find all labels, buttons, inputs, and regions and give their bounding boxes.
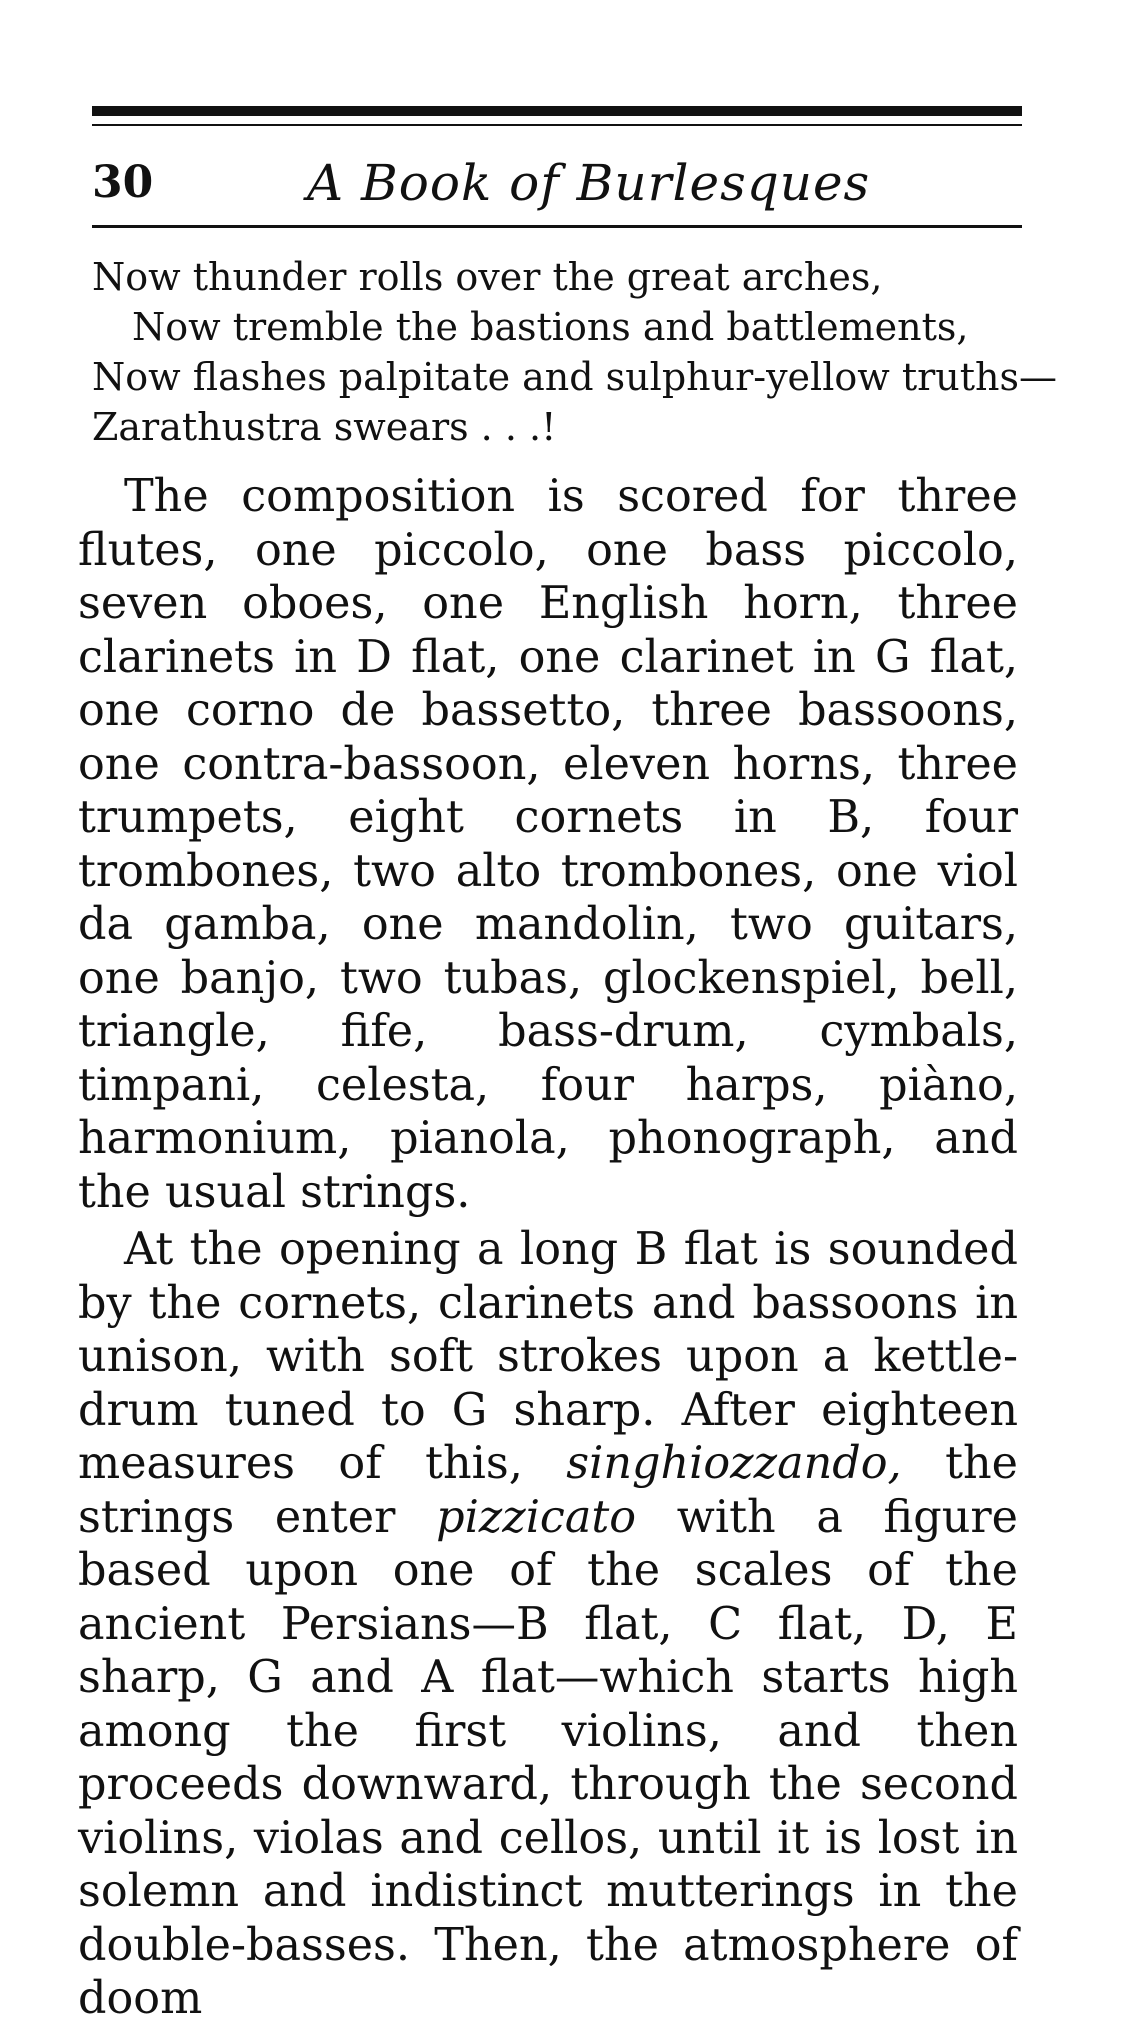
verse-line: Now thunder rolls over the great arches, (92, 255, 883, 299)
page-header (92, 150, 1022, 216)
verse-block (92, 252, 1057, 452)
paragraph-opening (78, 1223, 1018, 2026)
italic-term: pizzicato (436, 1491, 637, 1543)
top-rule-thick (92, 106, 1022, 116)
paragraph-text: the strings enter (78, 1438, 1018, 1543)
paragraph-text: At the opening a long B flat is sounded by the cornets, clarinets and bassoons in unison, with soft strokes upon a kettle-drum tuned to G sharp. After eighteen measures of this, (78, 1224, 1018, 1489)
italic-term: singhiozzando, (566, 1438, 902, 1489)
verse-line: Zarathustra swears . . .! (92, 405, 557, 449)
page-number: 30 (92, 157, 154, 208)
running-title: A Book of Burlesques (307, 154, 871, 212)
paragraph-text: with a figure based upon one of the scales of the ancient Persians—B flat, C flat, D, E sharp, G and A flat—which starts high among the first violins, and then proceeds downward, through the second violins, violas and cellos, until it is lost in solemn and indistinct mutterings in the double-basses. Then, the atmosphere of doom (78, 1491, 1018, 2024)
header-rule (92, 225, 1022, 228)
paragraph-instrumentation: The composition is scored for three flutes, one piccolo, one bass piccolo, seven oboes, one English horn, three clarinets in D flat, one clarinet in G flat, one corno de bassetto, three bassoons, one contra-bassoon, eleven horns, three trumpets, eight cornets in B, four trombones, two alto trombones, one viol da gamba, one mandolin, two guitars, one banjo, two tubas, glockenspiel, bell, triangle, fife, bass-drum, cymbals, timpani, celesta, four harps, piàno, harmonium, pianola, phonograph, and the usual strings. (78, 471, 1018, 1218)
verse-line: Now flashes palpitate and sulphur-yellow truths— (92, 355, 1057, 399)
body-text (78, 470, 1018, 2026)
verse-line: Now tremble the bastions and battlements, (132, 305, 969, 349)
top-rule-thin (92, 124, 1022, 126)
